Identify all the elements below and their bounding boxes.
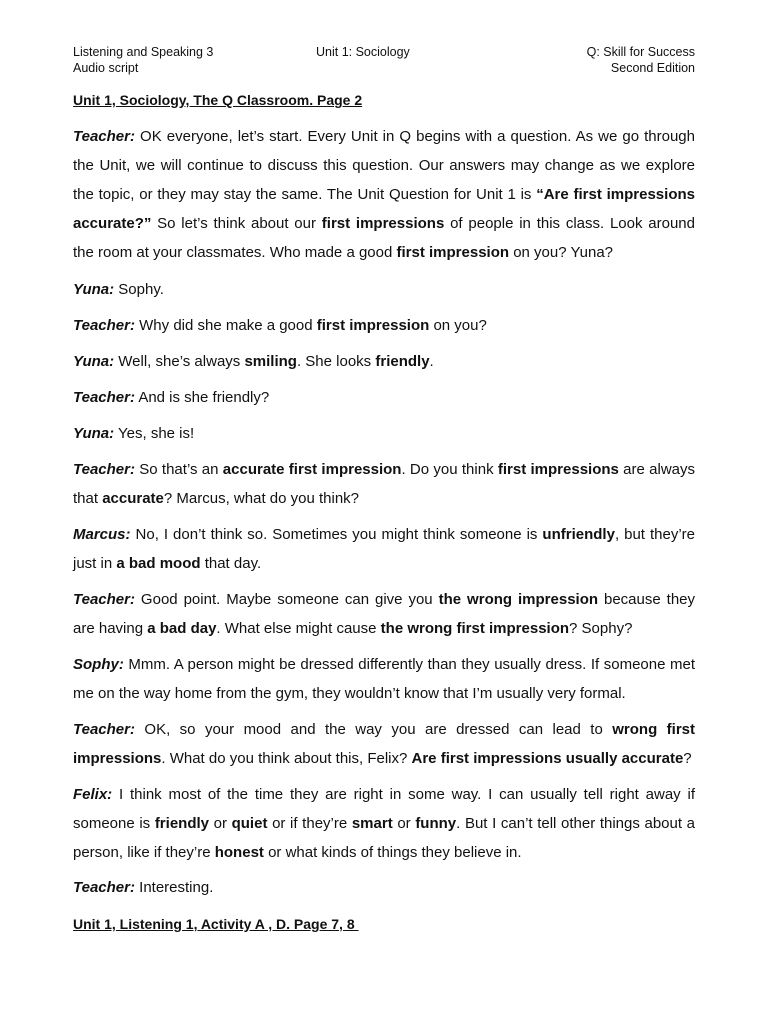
dialogue-text: because they are having xyxy=(73,591,695,637)
key-phrase: smiling xyxy=(244,353,297,370)
speaker-name: Yuna: xyxy=(73,425,115,442)
key-phrase: first impressions xyxy=(321,215,445,232)
dialogue-text: are always that xyxy=(73,461,696,507)
section-title-classroom: Unit 1, Sociology, The Q Classroom. Page 2 xyxy=(73,92,363,108)
dialogue-text: on you? xyxy=(429,317,487,334)
dialogue-text: And is she friendly? xyxy=(134,389,270,406)
speaker-name: Felix: xyxy=(73,786,113,803)
header-course-title: Listening and Speaking 3 xyxy=(73,45,214,59)
dialogue-text: on you? Yuna? xyxy=(509,244,614,261)
key-phrase: accurate first impression xyxy=(222,461,402,478)
speaker-name: Teacher: xyxy=(73,879,135,896)
dialogue-text: ? Sophy? xyxy=(569,620,633,637)
header-doc-type: Audio script xyxy=(73,61,139,75)
dialogue-text: Well, she’s always xyxy=(114,353,245,370)
dialogue-turn xyxy=(73,383,695,412)
dialogue-text: Mmm. A person might be dressed differently than they usually dress. If someone met me on the way home from the gym, they wouldn’t know that I’m usually very formal. xyxy=(73,656,695,702)
dialogue-text: or xyxy=(209,815,232,832)
speaker-name: Teacher: xyxy=(73,721,135,738)
key-phrase: Are first impressions usually accurate xyxy=(411,750,684,767)
section-title-listening: Unit 1, Listening 1, Activity A , D. Page 7, 8 xyxy=(73,916,359,932)
dialogue-text: . She looks xyxy=(296,353,376,370)
dialogue-text: or if they’re xyxy=(267,815,352,832)
header-edition: Second Edition xyxy=(610,61,695,75)
dialogue-text: Good point. Maybe someone can give you xyxy=(134,591,439,608)
dialogue-text: Why did she make a good xyxy=(134,317,317,334)
dialogue-text: or xyxy=(392,815,416,832)
key-phrase: accurate xyxy=(102,490,164,507)
key-phrase: quiet xyxy=(231,815,268,832)
dialogue-text: . What else might cause xyxy=(216,620,381,637)
key-phrase: the wrong impression xyxy=(438,591,599,608)
speaker-name: Teacher: xyxy=(73,128,135,145)
speaker-name: Marcus: xyxy=(73,526,131,543)
key-phrase: a bad day xyxy=(147,620,217,637)
dialogue-text: So that’s an xyxy=(134,461,223,478)
key-phrase: first impressions xyxy=(497,461,619,478)
header-center xyxy=(316,44,410,60)
speaker-name: Yuna: xyxy=(73,281,115,298)
dialogue-turn xyxy=(73,520,695,578)
dialogue-turn xyxy=(73,347,695,376)
dialogue-turn xyxy=(73,873,695,902)
dialogue-turn xyxy=(73,780,695,867)
dialogue-text: So let’s think about our xyxy=(151,215,322,232)
key-phrase: first impression xyxy=(316,317,430,334)
speaker-name: Teacher: xyxy=(73,591,135,608)
dialogue-text: No, I don’t think so. Sometimes you might think someone is xyxy=(130,526,543,543)
dialogue-text: I think most of the time they are right in some way. I can usually tell right away if someone is xyxy=(73,786,695,832)
dialogue-text: of people in this class. Look around the room at your classmates. Who made a good xyxy=(73,215,695,261)
dialogue-turn xyxy=(73,650,695,708)
header-right xyxy=(587,44,695,76)
dialogue-text: Sophy. xyxy=(114,281,164,298)
speaker-name: Teacher: xyxy=(73,461,135,478)
dialogue-turn xyxy=(73,122,695,267)
dialogue-turn xyxy=(73,715,695,773)
dialogue-text: . But I can’t tell other things about a person, like if they’re xyxy=(73,815,695,861)
dialogue-turn xyxy=(73,311,695,340)
key-phrase: first impression xyxy=(396,244,510,261)
header-series: Q: Skill for Success xyxy=(586,45,695,59)
speaker-name: Teacher: xyxy=(73,317,135,334)
key-phrase: “Are first impressions accurate?” xyxy=(73,186,695,232)
dialogue-text: or what kinds of things they believe in. xyxy=(263,844,522,861)
dialogue-text: OK, so your mood and the way you are dressed can lead to xyxy=(134,721,613,738)
dialogue-text: ? xyxy=(683,750,692,767)
dialogue-text: ? Marcus, what do you think? xyxy=(163,490,360,507)
key-phrase: a bad mood xyxy=(116,555,201,572)
header-left xyxy=(73,44,213,76)
speaker-name: Teacher: xyxy=(73,389,135,406)
dialogue-text: Interesting. xyxy=(134,879,214,896)
dialogue-turn xyxy=(73,455,695,513)
dialogue-text: Yes, she is! xyxy=(114,425,195,442)
key-phrase: smart xyxy=(351,815,393,832)
header-unit: Unit 1: Sociology xyxy=(316,45,410,59)
dialogue-text: . xyxy=(429,353,434,370)
dialogue-text: that day. xyxy=(200,555,262,572)
dialogue-turn xyxy=(73,585,695,643)
key-phrase: the wrong first impression xyxy=(380,620,570,637)
dialogue-text: OK everyone, let’s start. Every Unit in Q begins with a question. As we go through the Unit, we will continue to discuss this question. Our answers may change as we explore the topic, or they may stay the same. The Unit Question for Unit 1 is xyxy=(73,128,695,203)
key-phrase: friendly xyxy=(375,353,430,370)
key-phrase: friendly xyxy=(154,815,209,832)
dialogue-turn xyxy=(73,275,695,304)
key-phrase: unfriendly xyxy=(542,526,615,543)
dialogue-text: . Do you think xyxy=(401,461,498,478)
key-phrase: funny xyxy=(415,815,457,832)
dialogue-text: , but they’re just in xyxy=(73,526,695,572)
dialogue-text: . What do you think about this, Felix? xyxy=(161,750,412,767)
speaker-name: Sophy: xyxy=(73,656,124,673)
key-phrase: honest xyxy=(214,844,264,861)
speaker-name: Yuna: xyxy=(73,353,115,370)
dialogue-turn xyxy=(73,419,695,448)
key-phrase: wrong first impressions xyxy=(73,721,695,767)
